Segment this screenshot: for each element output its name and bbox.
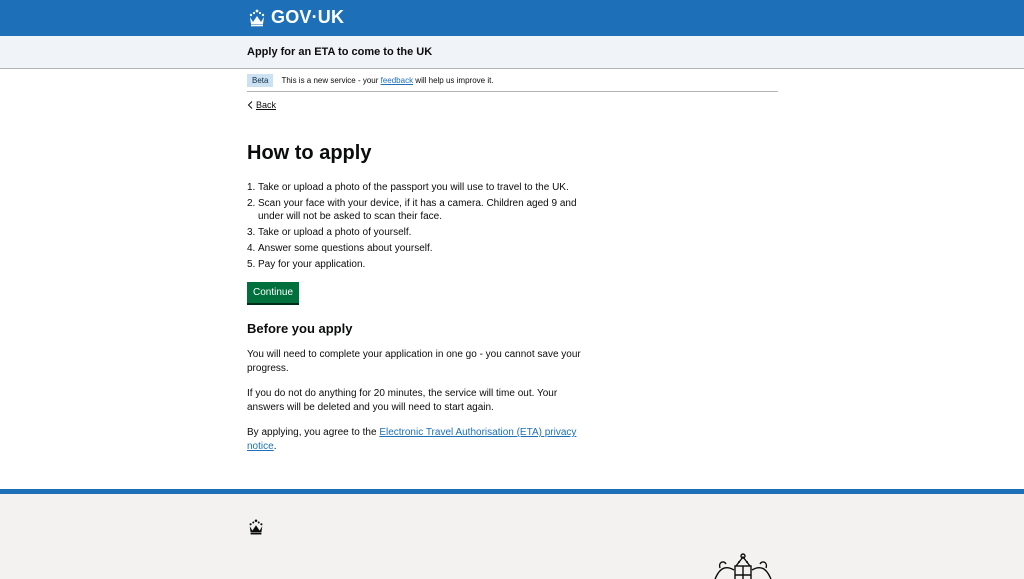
steps-list xyxy=(247,181,587,271)
list-item xyxy=(247,226,587,239)
list-item xyxy=(247,242,587,255)
footer xyxy=(0,489,1024,579)
gov-uk-logo-text: GOV·UK xyxy=(271,7,345,27)
privacy-notice-link[interactable]: Electronic Travel Authorisation (ETA) privacy notice xyxy=(247,427,577,452)
save-progress-paragraph: You will need to complete your application in one go - you cannot save your progress. xyxy=(247,349,581,374)
phase-banner xyxy=(247,70,778,92)
step-text: Scan your face with your device, if it has a camera. Children aged 9 and under will not be asked to scan their face. xyxy=(258,198,577,222)
step-number: 4. xyxy=(247,243,256,254)
gov-uk-home-link[interactable] xyxy=(247,7,344,28)
main-content xyxy=(247,140,587,453)
page-title: How to apply xyxy=(247,142,372,164)
privacy-paragraph xyxy=(247,426,587,453)
list-item xyxy=(247,181,587,194)
step-number: 2. xyxy=(247,198,256,209)
step-number: 5. xyxy=(247,259,256,270)
privacy-text-before: By applying, you agree to the xyxy=(247,427,380,438)
step-number: 1. xyxy=(247,182,256,193)
service-navigation xyxy=(0,36,1024,69)
crown-icon xyxy=(247,8,267,28)
gov-uk-header xyxy=(0,0,1024,36)
step-text: Take or upload a photo of the passport you will use to travel to the UK. xyxy=(258,182,569,193)
back-link[interactable] xyxy=(247,100,276,110)
step-text: Answer some questions about yourself. xyxy=(258,243,433,254)
royal-coat-of-arms-icon xyxy=(710,552,776,579)
step-number: 3. xyxy=(247,227,256,238)
list-item xyxy=(247,197,587,223)
back-link-label: Back xyxy=(256,100,277,110)
step-text: Pay for your application. xyxy=(258,259,366,270)
feedback-link[interactable]: feedback xyxy=(380,76,414,85)
privacy-text-after: . xyxy=(273,440,277,452)
list-item xyxy=(247,258,587,271)
crown-icon xyxy=(247,518,265,536)
step-text: Take or upload a photo of yourself. xyxy=(258,227,412,238)
phase-text-after: will help us improve it. xyxy=(413,76,494,85)
timeout-paragraph: If you do not do anything for 20 minutes, the service will time out. Your answers will be deleted and you will need to start again. xyxy=(247,388,558,413)
continue-button[interactable]: Continue xyxy=(247,282,299,303)
chevron-left-icon xyxy=(247,101,253,109)
phase-banner-text xyxy=(281,76,493,85)
before-you-apply-heading: Before you apply xyxy=(247,321,353,336)
phase-tag: Beta xyxy=(247,74,273,87)
service-name[interactable]: Apply for an ETA to come to the UK xyxy=(247,46,433,58)
phase-text-before: This is a new service - your xyxy=(281,76,381,85)
